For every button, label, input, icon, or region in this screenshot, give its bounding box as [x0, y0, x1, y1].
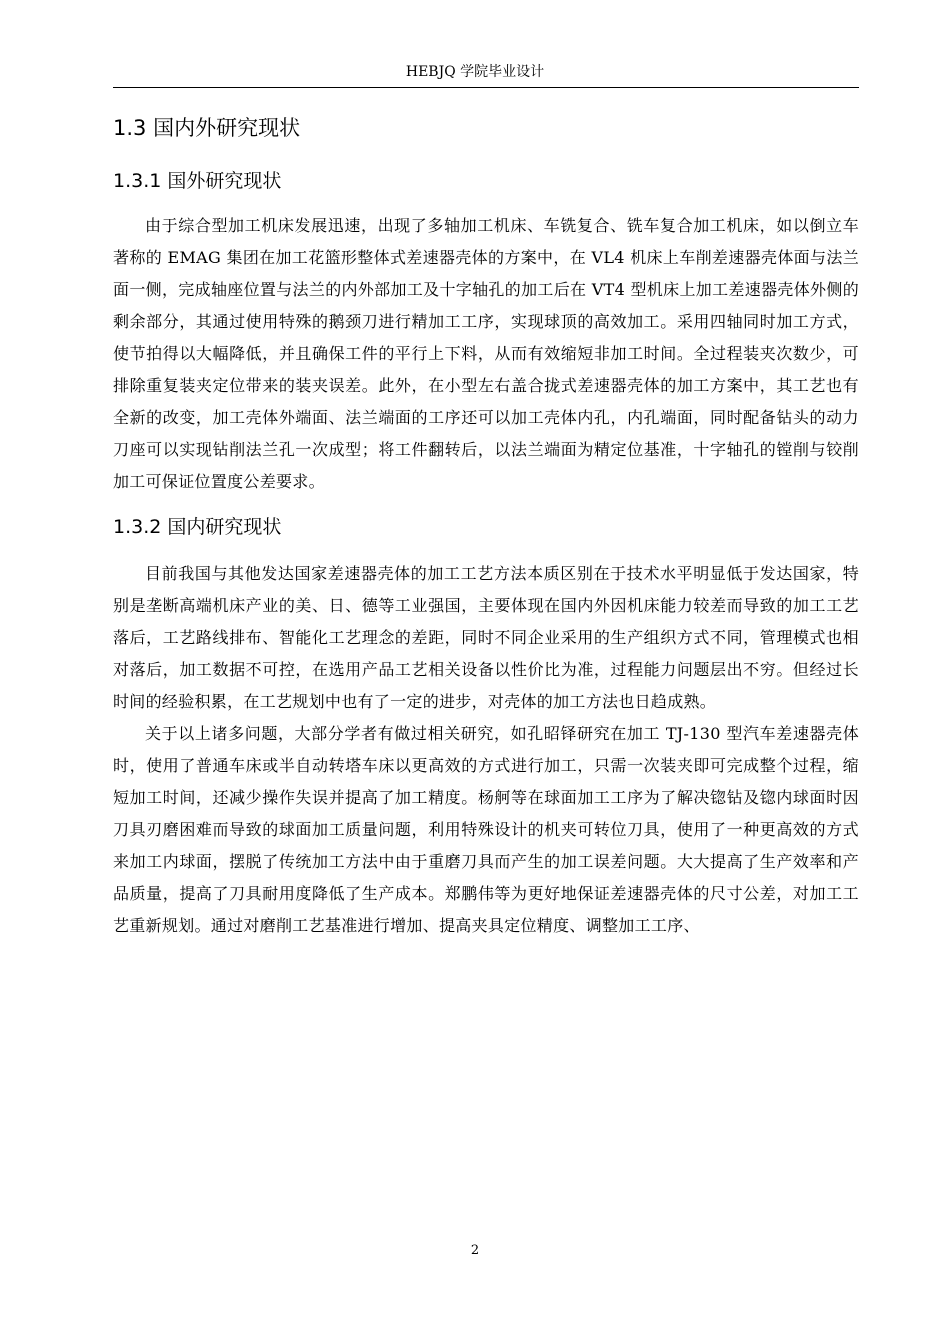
page-number: 2	[470, 1243, 480, 1258]
paragraph-domestic-research-1: 目前我国与其他发达国家差速器壳体的加工工艺方法本质区别在于技术水平明显低于发达国家，特别是垄断高端机床产业的美、日、德等工业强国，主要体现在国内外因机床能力较差而导致的加工工艺落后，工艺路线排布、智能化工艺理念的差距，同时不同企业采用的生产组织方式不同，管理模式也相对落后，加工数据不可控，在选用产品工艺相关设备以性价比为准，过程能力问题层出不穷。但经过长时间的经验积累，在工艺规划中也有了一定的进步，对壳体的加工方法也日趋成熟。	[113, 564, 859, 711]
page-header: HEBJQ 学院毕业设计	[405, 64, 545, 80]
paragraph-foreign-research: 由于综合型加工机床发展迅速，出现了多轴加工机床、车铣复合、铣车复合加工机床，如以倒立车著称的 EMAG 集团在加工花篮形整体式差速器壳体的方案中，在 VL4 机床上车削差速器壳体面与法兰面一侧，完成轴座位置与法兰的内外部加工及十字轴孔的加工后在 VT4 型机床上加工差速器壳体外侧的剩余部分，其通过使用特殊的鹅颈刀进行精加工工序，实现球顶的高效加工。采用四轴同时加工方式，使节拍得以大幅降低，并且确保工件的平行上下料，从而有效缩短非加工时间。全过程装夹次数少，可排除重复装夹定位带来的装夹误差。此外，在小型左右盖合拢式差速器壳体的加工方案中，其工艺也有全新的改变，加工壳体外端面、法兰端面的工序还可以加工壳体内孔，内孔端面，同时配备钻头的动力刀座可以实现钻削法兰孔一次成型；将工件翻转后，以法兰端面为精定位基准，十字轴孔的镗削与铰削加工可保证位置度公差要求。	[113, 216, 859, 491]
subsection-heading-domestic: 1.3.2 国内研究现状	[113, 516, 282, 538]
subsection-heading-foreign: 1.3.1 国外研究现状	[113, 170, 282, 192]
document-body	[113, 108, 859, 942]
header-divider	[113, 87, 859, 88]
paragraph-domestic-research-2: 关于以上诸多问题，大部分学者有做过相关研究，如孔昭铎研究在加工 TJ-130 型汽车差速器壳体时，使用了普通车床或半自动转塔车床以更高效的方式进行加工，只需一次装夹即可完成整个过程，缩短加工时间，还减少操作失误并提高了加工精度。杨舸等在球面加工工序为了解决锪钻及锪内球面时因刀具刃磨困难而导致的球面加工质量问题，利用特殊设计的机夹可转位刀具，使用了一种更高效的方式来加工内球面，摆脱了传统加工方法中由于重磨刀具而产生的加工误差问题。大大提高了生产效率和产品质量，提高了刀具耐用度降低了生产成本。郑鹏伟等为更好地保证差速器壳体的尺寸公差，对加工工艺重新规划。通过对磨削工艺基准进行增加、提高夹具定位精度、调整加工工序、	[113, 724, 859, 935]
section-heading: 1.3 国内外研究现状	[113, 116, 301, 140]
